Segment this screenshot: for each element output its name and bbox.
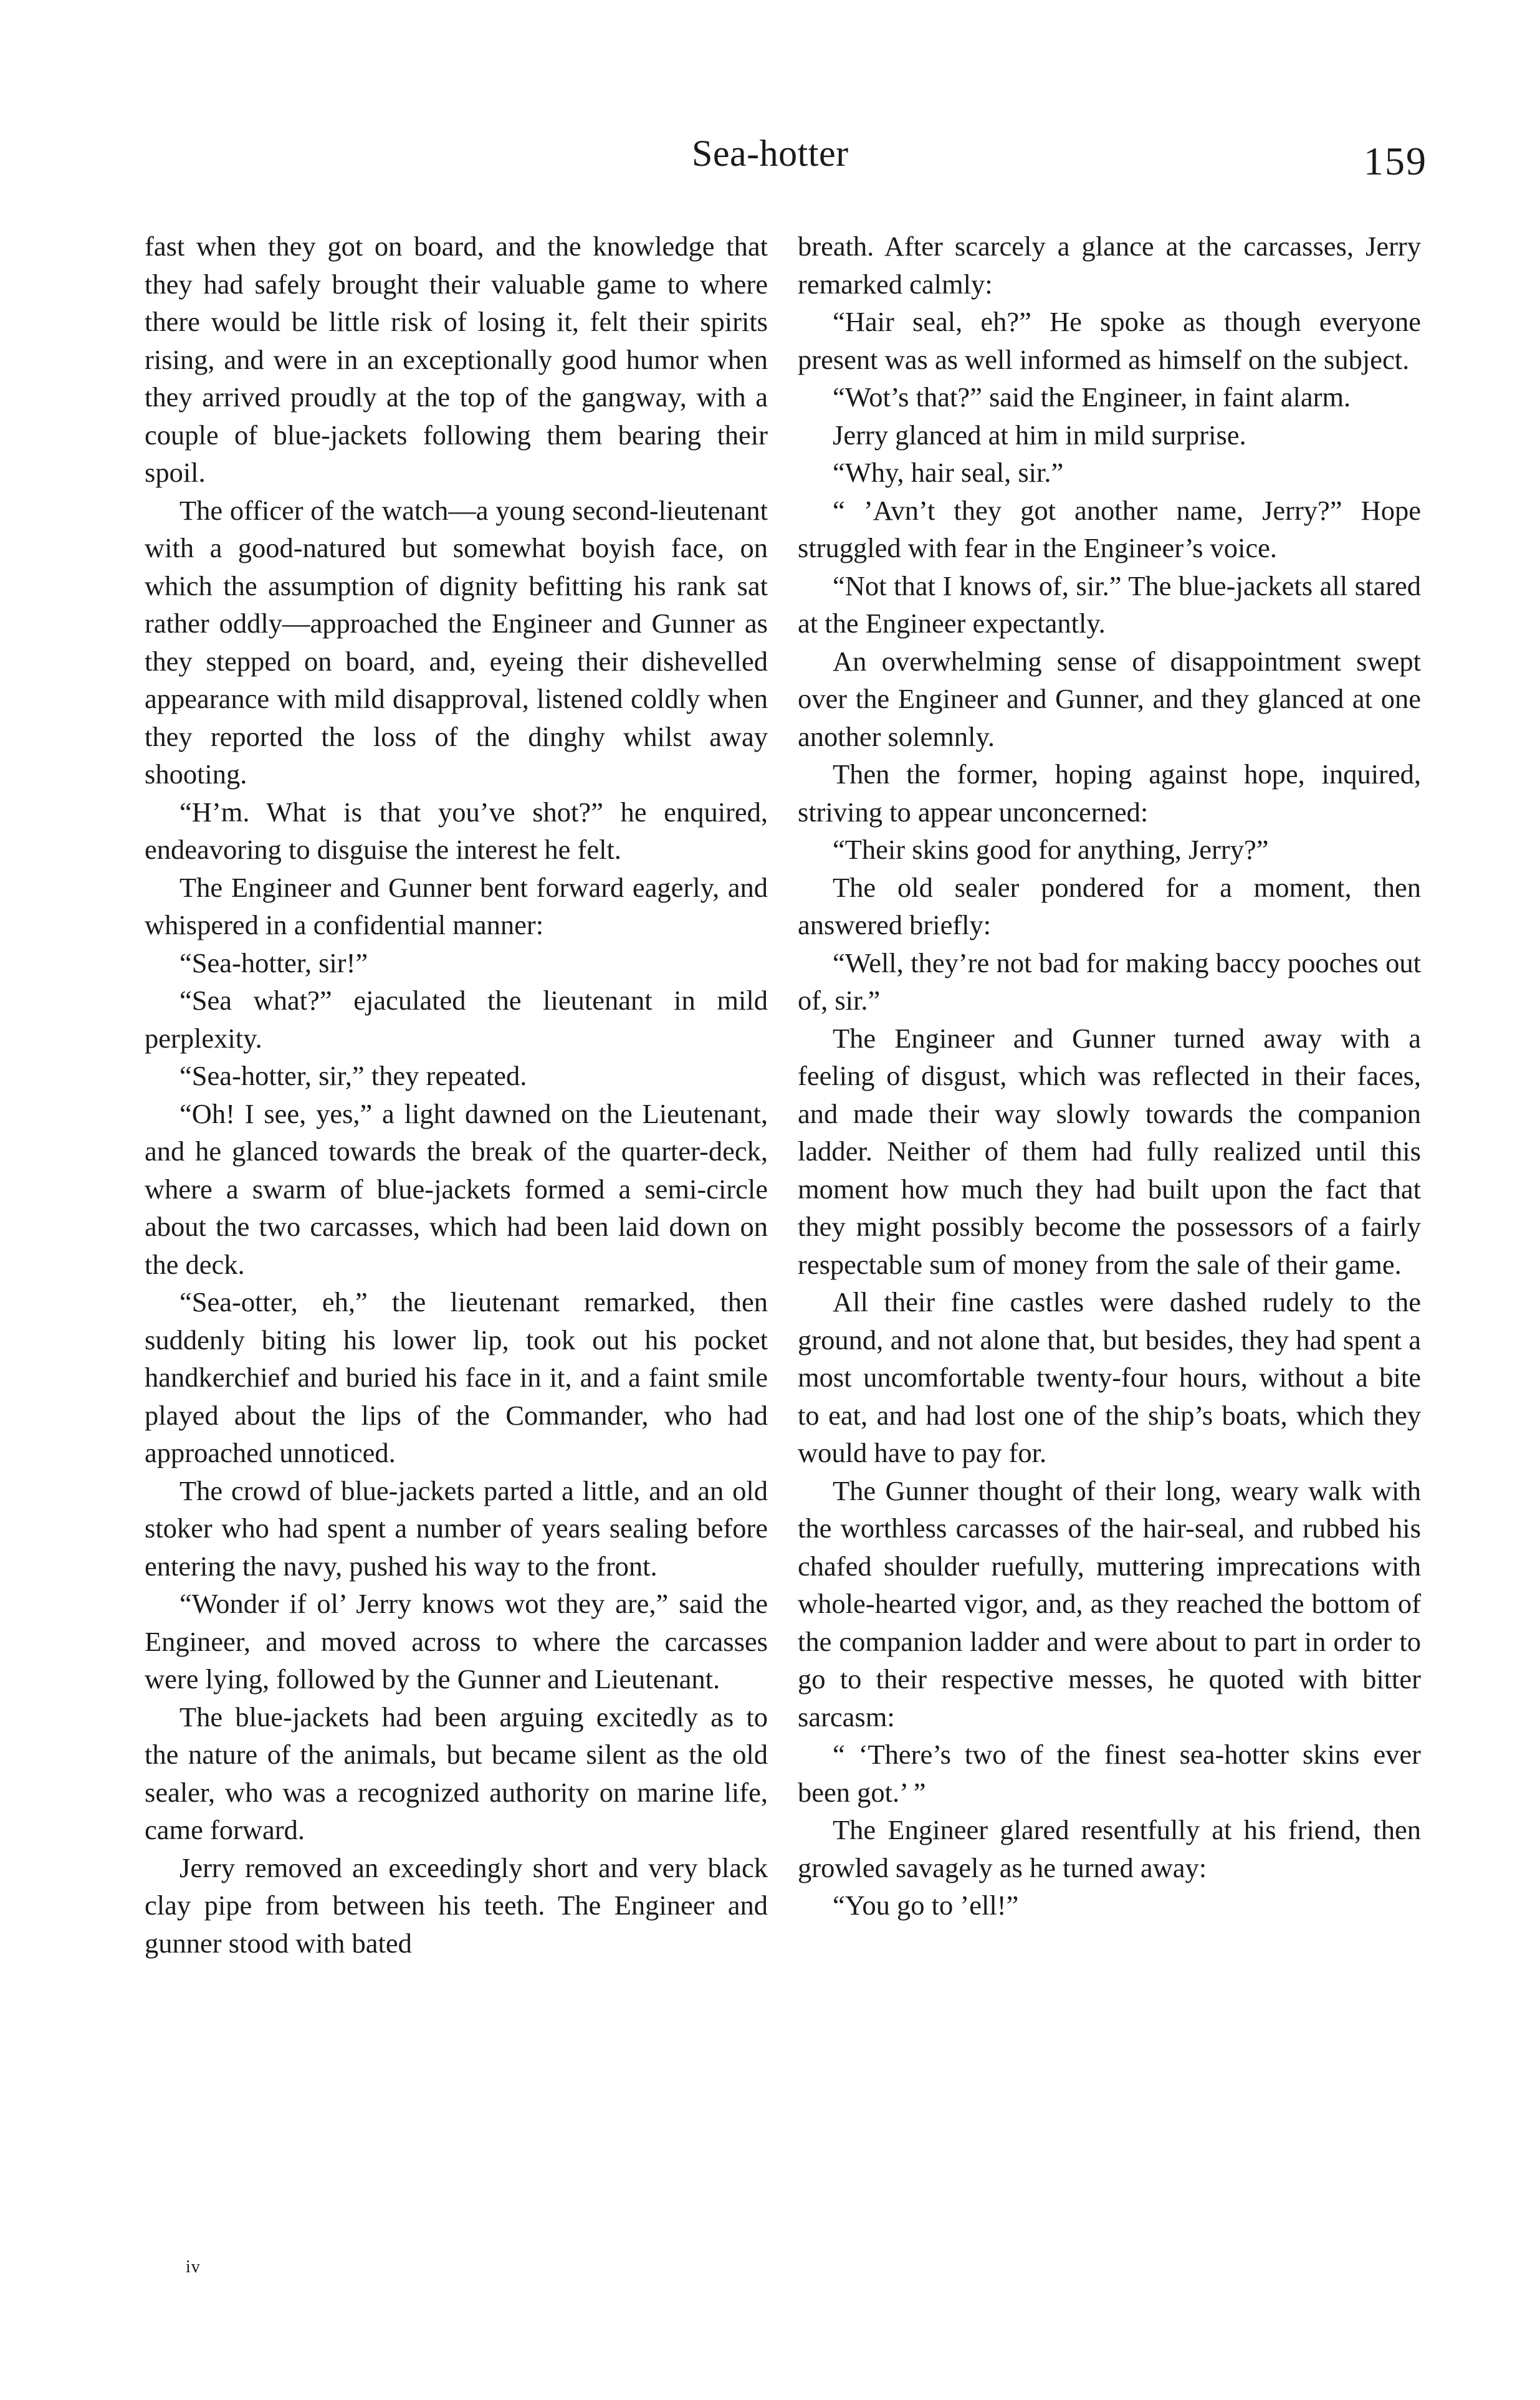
paragraph: An overwhelming sense of disappointment swept over the Engineer and Gunner, and they glanced at one another solemnly. [798,645,1421,752]
paragraph: “Sea-hotter, sir!” [179,947,368,978]
left-column [145,227,768,1962]
paragraph: fast when they got on board, and the knowledge that they had safely brought their valuable game to where there would be little risk of losing it, felt their spirits rising, and were in an exceptionally good humor when they arrived proudly at the top of the gangway, with a couple of blue-jackets following them bearing their spoil. [145,231,768,488]
paragraph: “ ‘There’s two of the finest sea-hotter skins ever been got.’ ” [798,1739,1421,1808]
paragraph: The blue-jackets had been arguing excitedly as to the nature of the animals, but became silent as the old sealer, who was a recognized authority on marine life, came forward. [145,1701,768,1845]
paragraph: The Engineer and Gunner bent forward eagerly, and whispered in a confidential manner: [145,871,768,940]
paragraph: “You go to ’ell!” [833,1890,1019,1921]
signature-mark: iv [186,2257,201,2277]
paragraph: “Wonder if ol’ Jerry knows wot they are,” said the Engineer, and moved across to where the carcasses were lying, followed by the Gunner and Lieutenant. [145,1588,768,1695]
paragraph: The Engineer glared resentfully at his friend, then growled savagely as he turned away: [798,1814,1421,1883]
paragraph: The officer of the watch—a young second-lieutenant with a good-natured but somewhat boyish face, on which the assumption of dignity befitting his rank sat rather oddly—approached the Engineer and Gunner as they stepped on board, and, eyeing their dishevelled appearance with mild disapproval, listened coldly when they reported the loss of the dinghy whilst away shooting. [145,494,768,790]
paragraph: “Not that I knows of, sir.” The blue-jackets all stared at the Engineer expectantly. [798,570,1421,639]
paragraph: Jerry removed an exceedingly short and very black clay pipe from between his teeth. The Engineer and gunner stood with bated [145,1852,768,1959]
paragraph: “Oh! I see, yes,” a light dawned on the Lieutenant, and he glanced towards the break of the quarter-deck, where a swarm of blue-jackets formed a semi-circle about the two carcasses, which had been laid down on the deck. [145,1097,768,1280]
paragraph: “H’m. What is that you’ve shot?” he enquired, endeavoring to disguise the interest he felt. [145,796,768,865]
paragraph: Then the former, hoping against hope, inquired, striving to appear unconcerned: [798,758,1421,828]
right-column [798,227,1421,1924]
paragraph: “Wot’s that?” said the Engineer, in faint alarm. [833,381,1351,413]
running-title: Sea-hotter [692,133,849,174]
paragraph: “ ’Avn’t they got another name, Jerry?” Hope struggled with fear in the Engineer’s voice. [798,494,1421,563]
paragraph: “Why, hair seal, sir.” [833,457,1064,488]
paragraph: “Sea-otter, eh,” the lieutenant remarked, then suddenly biting his lower lip, took out his pocket handkerchief and buried his face in it, and a faint smile played about the lips of the Commander, who had approached unnoticed. [145,1286,768,1468]
paragraph: All their fine castles were dashed rudely to the ground, and not alone that, but besides, they had spent a most uncomfortable twenty-four hours, without a bite to eat, and had lost one of the ship’s boats, which they would have to pay for. [798,1286,1421,1468]
paragraph: breath. After scarcely a glance at the carcasses, Jerry remarked calmly: [798,231,1421,300]
paragraph: The Engineer and Gunner turned away with a feeling of disgust, which was reflected in their faces, and made their way slowly towards the companion ladder. Neither of them had fully realized until this moment how much they had built upon the fact that they might possibly become the possessors of a fairly respectable sum of money from the sale of their game. [798,1022,1421,1280]
page-number: 159 [1364,139,1427,183]
paragraph: “Sea-hotter, sir,” they repeated. [179,1060,527,1091]
paragraph: Jerry glanced at him in mild surprise. [833,419,1246,451]
paragraph: The old sealer pondered for a moment, then answered briefly: [798,871,1421,940]
paragraph: “Their skins good for anything, Jerry?” [833,834,1269,865]
paragraph: The crowd of blue-jackets parted a little, and an old stoker who had spent a number of years sealing before entering the navy, pushed his way to the front. [145,1475,768,1582]
paragraph: “Hair seal, eh?” He spoke as though everyone present was as well informed as himself on the subject. [798,306,1421,375]
paragraph: The Gunner thought of their long, weary walk with the worthless carcasses of the hair-seal, and rubbed his chafed shoulder ruefully, muttering imprecations with whole-hearted vigor, and, as they reached the bottom of the companion ladder and were about to part in order to go to their respective messes, he quoted with bitter sarcasm: [798,1475,1421,1733]
paragraph: “Sea what?” ejaculated the lieutenant in mild perplexity. [145,985,768,1054]
paragraph: “Well, they’re not bad for making baccy pooches out of, sir.” [798,947,1421,1016]
